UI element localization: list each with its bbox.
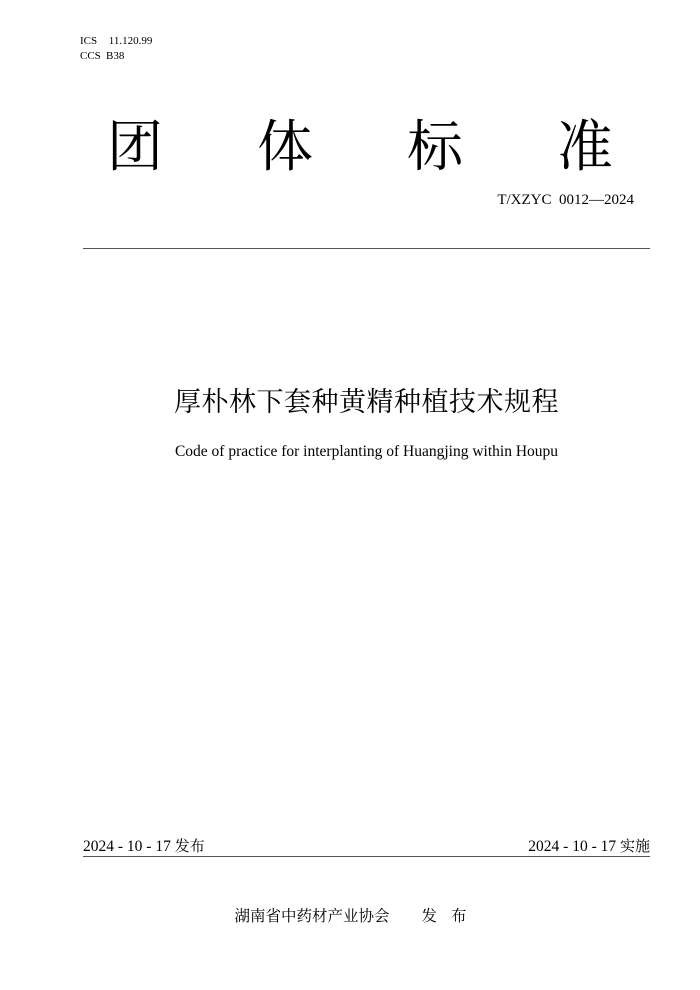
- issue-date-line: [83, 835, 205, 856]
- ics-label: ICS: [80, 35, 98, 47]
- publisher-action: 发布: [421, 907, 481, 925]
- ccs-value: B38: [106, 50, 125, 62]
- implement-date: 2024 - 10 - 17: [528, 838, 617, 855]
- ics-code: [80, 34, 152, 49]
- issue-date: 2024 - 10 - 17: [83, 838, 171, 855]
- standard-type-char-1: 团: [107, 115, 163, 180]
- document-title-en: Code of practice for interplanting of Huangjing within Houpu: [174, 443, 559, 460]
- issue-label: 发布: [174, 837, 205, 855]
- standard-type-char-4: 准: [557, 115, 613, 180]
- classification-codes: [80, 34, 152, 64]
- standard-type-title: [90, 112, 630, 184]
- standard-number: T/XZYC 0012—2024: [497, 192, 634, 208]
- publisher-line: [0, 904, 700, 926]
- standard-type-char-2: 体: [257, 115, 313, 180]
- top-divider: [83, 248, 650, 249]
- ccs-code: [80, 49, 152, 64]
- bottom-divider: [83, 856, 650, 857]
- standard-type-char-3: 标: [407, 115, 463, 180]
- ics-value: 11.120.99: [108, 35, 153, 47]
- implement-label: 实施: [619, 837, 650, 855]
- publisher-name: 湖南省中药材产业协会: [234, 907, 390, 925]
- document-title-zh: 厚朴林下套种黄精种植技术规程: [174, 387, 559, 418]
- ccs-label: CCS: [80, 50, 101, 62]
- implement-date-line: [528, 835, 650, 856]
